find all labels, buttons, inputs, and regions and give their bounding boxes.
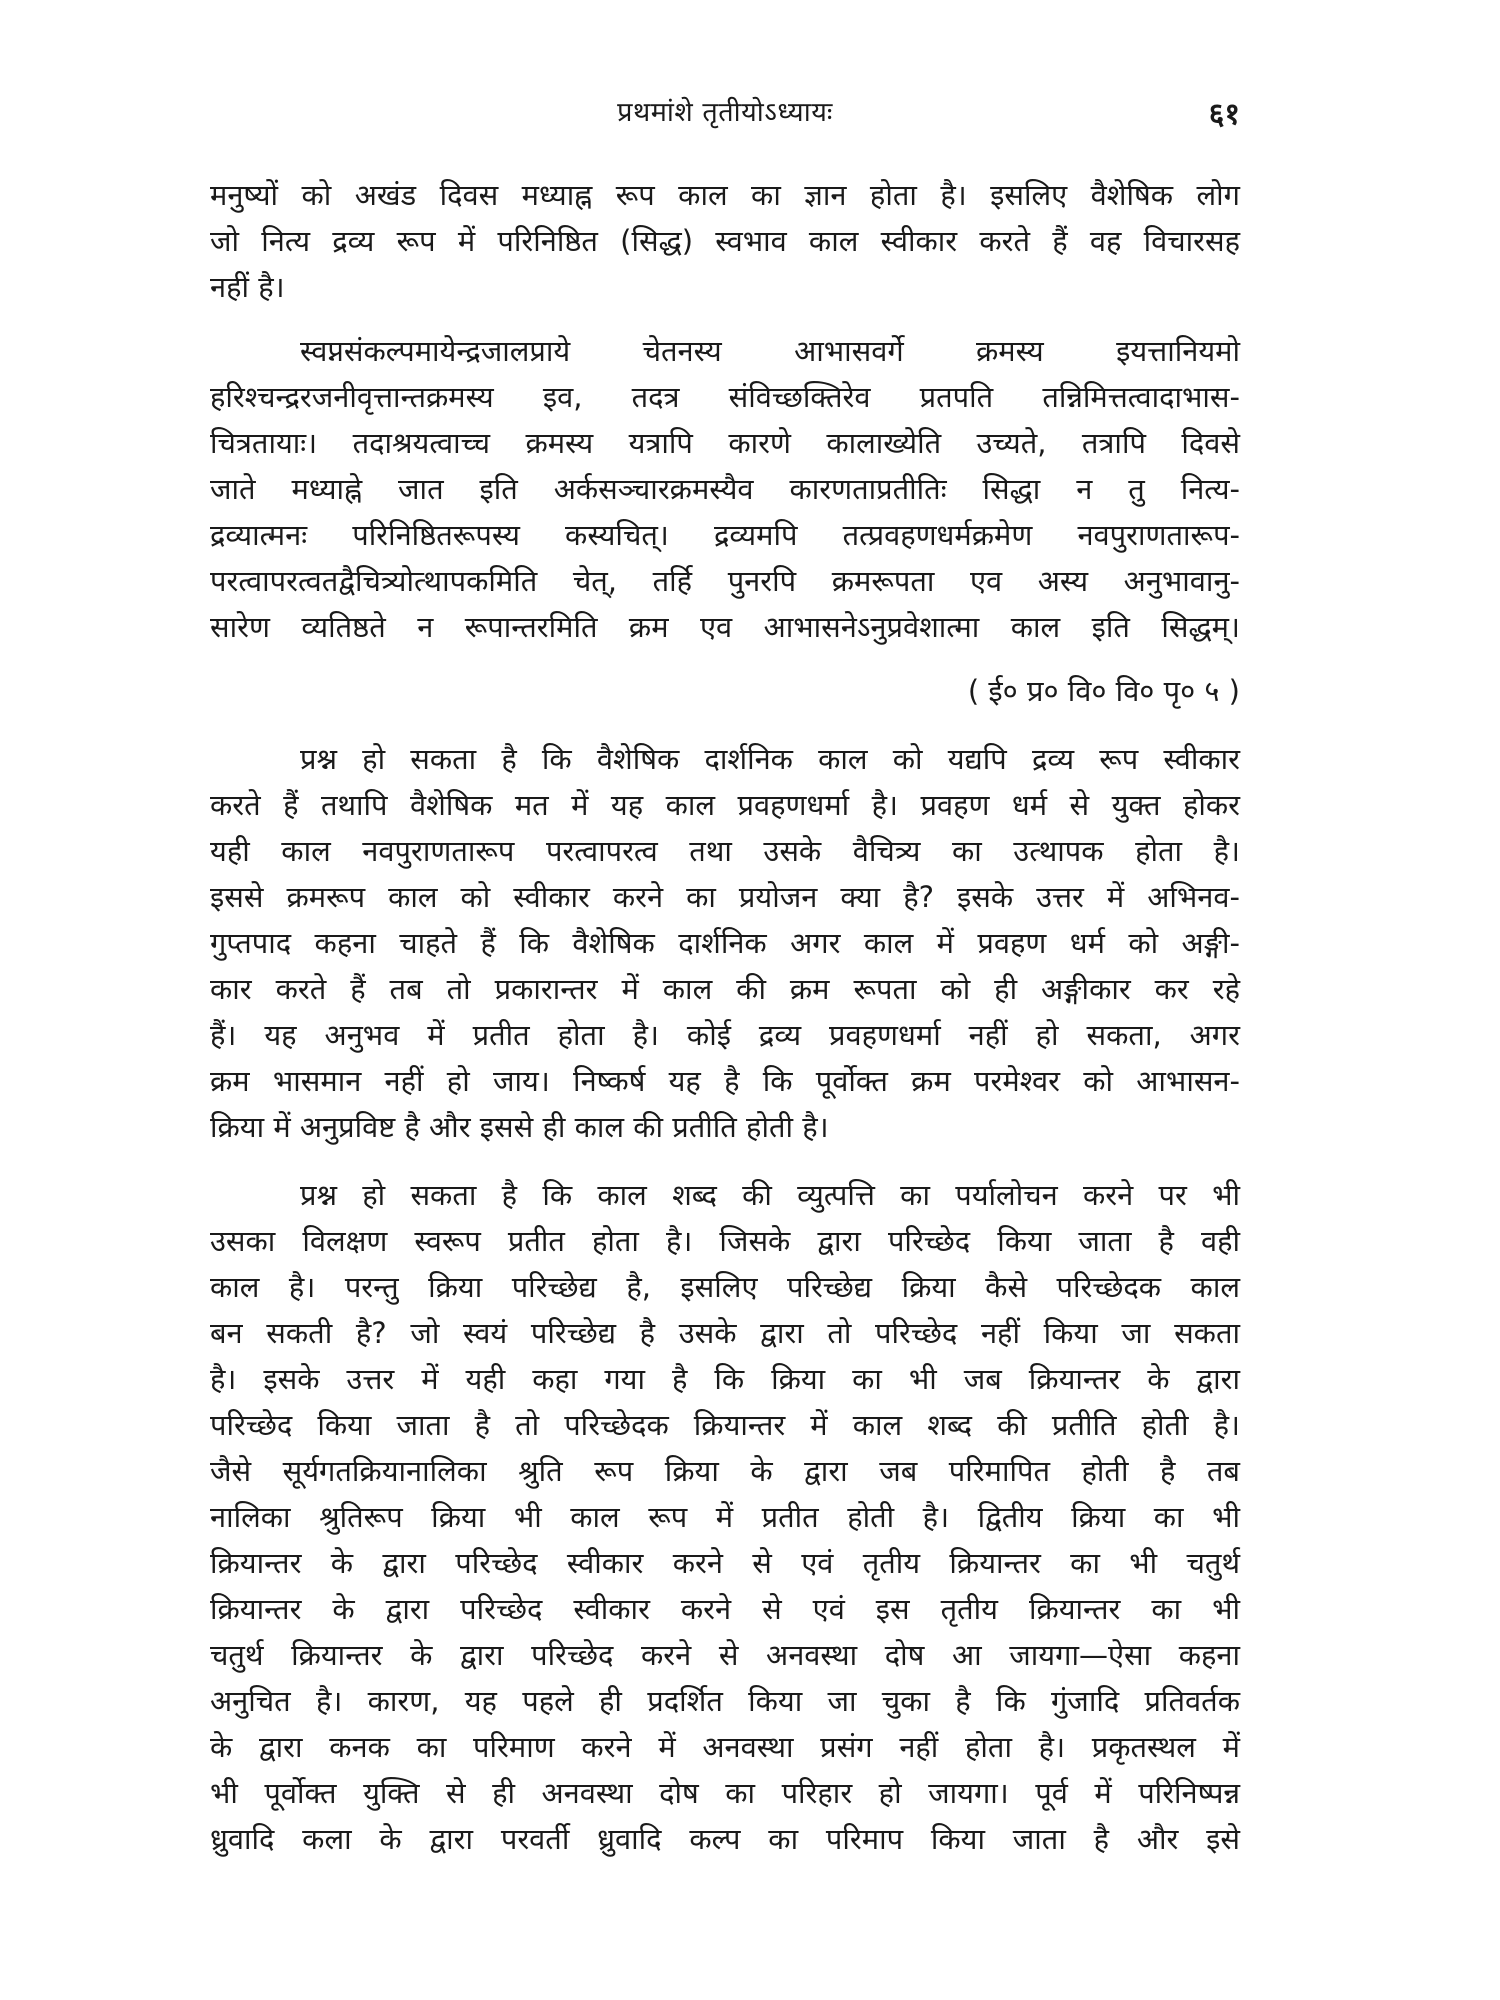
paragraph-4-line-12: अनुचित है। कारण, यह पहले ही प्रदर्शित किया जा चुका है कि गुंजादि प्रतिवर्तक [210,1684,1240,1718]
quote-citation: ( ई० प्र० वि० वि० पृ० ५ ) [967,674,1240,708]
paragraph-4-line-4: बन सकती है? जो स्वयं परिच्छेद्य है उसके द्वारा तो परिच्छेद नहीं किया जा सकता [210,1316,1240,1350]
paragraph-4-line-9: क्रियान्तर के द्वारा परिच्छेद स्वीकार करने से एवं तृतीय क्रियान्तर का भी चतुर्थ [210,1546,1240,1580]
paragraph-4-line-6: परिच्छेद किया जाता है तो परिच्छेदक क्रियान्तर में काल शब्द की प्रतीति होती है। [210,1408,1240,1442]
paragraph-1-line-2: जो नित्य द्रव्य रूप में परिनिष्ठित (सिद्ध) स्वभाव काल स्वीकार करते हैं वह विचारसह [210,224,1240,258]
paragraph-1-line-1: मनुष्यों को अखंड दिवस मध्याह्न रूप काल का ज्ञान होता है। इसलिए वैशेषिक लोग [210,178,1240,212]
paragraph-4-line-2: उसका विलक्षण स्वरूप प्रतीत होता है। जिसके द्वारा परिच्छेद किया जाता है वही [210,1224,1240,1258]
paragraph-4-line-5: है। इसके उत्तर में यही कहा गया है कि क्रिया का भी जब क्रियान्तर के द्वारा [210,1362,1240,1396]
paragraph-4-line-13: के द्वारा कनक का परिमाण करने में अनवस्था प्रसंग नहीं होता है। प्रकृतस्थल में [210,1730,1240,1764]
page-number: ६१ [1208,97,1240,132]
paragraph-3-line-8: क्रम भासमान नहीं हो जाय। निष्कर्ष यह है कि पूर्वोक्त क्रम परमेश्वर को आभासन- [210,1064,1240,1098]
paragraph-4-line-7: जैसे सूर्यगतक्रियानालिका श्रुति रूप क्रिया के द्वारा जब परिमापित होती है तब [210,1454,1240,1488]
paragraph-3-line-6: कार करते हैं तब तो प्रकारान्तर में काल की क्रम रूपता को ही अङ्गीकार कर रहे [210,972,1240,1006]
quote-line-4: जाते मध्याह्ने जात इति अर्कसञ्चारक्रमस्यैव कारणताप्रतीतिः सिद्धा न तु नित्य- [210,472,1240,506]
paragraph-4-line-1: प्रश्न हो सकता है कि काल शब्द की व्युत्पत्ति का पर्यालोचन करने पर भी [300,1178,1240,1212]
paragraph-4-line-10: क्रियान्तर के द्वारा परिच्छेद स्वीकार करने से एवं इस तृतीय क्रियान्तर का भी [210,1592,1240,1626]
paragraph-4-line-8: नालिका श्रुतिरूप क्रिया भी काल रूप में प्रतीत होती है। द्वितीय क्रिया का भी [210,1500,1240,1534]
quote-line-1: स्वप्नसंकल्पमायेन्द्रजालप्राये चेतनस्य आभासवर्गे क्रमस्य इयत्तानियमो [300,334,1240,368]
paragraph-3-line-7: हैं। यह अनुभव में प्रतीत होता है। कोई द्रव्य प्रवहणधर्मा नहीं हो सकता, अगर [210,1018,1240,1052]
quote-line-2: हरिश्चन्द्ररजनीवृत्तान्तक्रमस्य इव, तदत्र संविच्छक्तिरेव प्रतपति तन्निमित्तत्वादाभास- [210,380,1240,414]
quote-line-3: चित्रतायाः। तदाश्रयत्वाच्च क्रमस्य यत्रापि कारणे कालाख्येति उच्यते, तत्रापि दिवसे [210,426,1240,460]
paragraph-4-line-14: भी पूर्वोक्त युक्ति से ही अनवस्था दोष का परिहार हो जायगा। पूर्व में परिनिष्पन्न [210,1776,1240,1810]
quote-line-5: द्रव्यात्मनः परिनिष्ठितरूपस्य कस्यचित्। द्रव्यमपि तत्प्रवहणधर्मक्रमेण नवपुराणतारूप- [210,518,1240,552]
paragraph-3-line-2: करते हैं तथापि वैशेषिक मत में यह काल प्रवहणधर्मा है। प्रवहण धर्म से युक्त होकर [210,788,1240,822]
paragraph-1-line-3: नहीं है। [210,270,285,304]
paragraph-4-line-3: काल है। परन्तु क्रिया परिच्छेद्य है, इसलिए परिच्छेद्य क्रिया कैसे परिच्छेदक काल [210,1270,1240,1304]
paragraph-3-line-4: इससे क्रमरूप काल को स्वीकार करने का प्रयोजन क्या है? इसके उत्तर में अभिनव- [210,880,1240,914]
running-title: प्रथमांशे तृतीयोऽध्यायः [617,97,833,128]
quote-line-7: सारेण व्यतिष्ठते न रूपान्तरमिति क्रम एव आभासनेऽनुप्रवेशात्मा काल इति सिद्धम्। [210,610,1240,644]
paragraph-3-line-9: क्रिया में अनुप्रविष्ट है और इससे ही काल की प्रतीति होती है। [210,1110,829,1144]
paragraph-4-line-15: ध्रुवादि कला के द्वारा परवर्ती ध्रुवादि कल्प का परिमाप किया जाता है और इसे [210,1822,1240,1856]
paragraph-3-line-1: प्रश्न हो सकता है कि वैशेषिक दार्शनिक काल को यद्यपि द्रव्य रूप स्वीकार [300,742,1240,776]
paragraph-3-line-3: यही काल नवपुराणतारूप परत्वापरत्व तथा उसके वैचित्र्य का उत्थापक होता है। [210,834,1240,868]
paragraph-4-line-11: चतुर्थ क्रियान्तर के द्वारा परिच्छेद करने से अनवस्था दोष आ जायगा—ऐसा कहना [210,1638,1240,1672]
running-head [210,92,1240,132]
paragraph-3-line-5: गुप्तपाद कहना चाहते हैं कि वैशेषिक दार्शनिक अगर काल में प्रवहण धर्म को अङ्गी- [210,926,1240,960]
quote-line-6: परत्वापरत्वतद्वैचित्र्योत्थापकमिति चेत्, तर्हि पुनरपि क्रमरूपता एव अस्य अनुभावानु- [210,564,1240,598]
